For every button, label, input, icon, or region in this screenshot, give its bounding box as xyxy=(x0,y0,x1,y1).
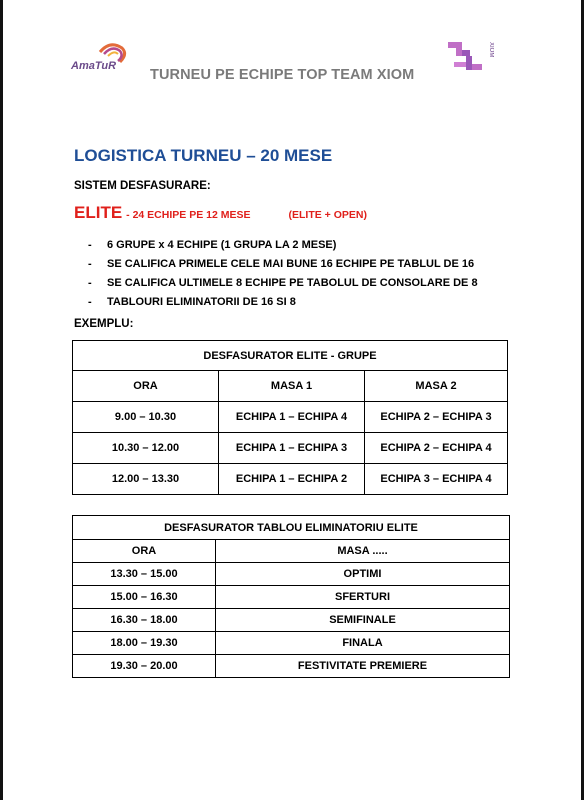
table-cell: 16.30 – 18.00 xyxy=(73,609,216,632)
table-title: DESFASURATOR TABLOU ELIMINATORIU ELITE xyxy=(73,516,510,540)
amatur-logo xyxy=(70,40,140,80)
knockout-schedule-table xyxy=(72,515,510,678)
table-row xyxy=(73,464,508,495)
list-item: - 6 GRUPE x 4 ECHIPE (1 GRUPA LA 2 MESE) xyxy=(88,239,337,251)
column-header: MASA 1 xyxy=(219,371,365,402)
svg-text:XIOM: XIOM xyxy=(488,42,494,58)
section-title: LOGISTICA TURNEU – 20 MESE xyxy=(74,146,333,165)
table-cell: ECHIPA 1 – ECHIPA 2 xyxy=(219,464,365,495)
document-title: TURNEU PE ECHIPE TOP TEAM XIOM xyxy=(150,67,415,83)
table-cell: 15.00 – 16.30 xyxy=(73,586,216,609)
column-header: MASA ..... xyxy=(216,540,510,563)
sistem-label: SISTEM DESFASURARE: xyxy=(74,180,211,192)
example-label: EXEMPLU: xyxy=(74,318,134,330)
column-header: MASA 2 xyxy=(365,371,508,402)
table-row xyxy=(73,632,510,655)
table-cell: 12.00 – 13.30 xyxy=(73,464,219,495)
table-row xyxy=(73,433,508,464)
table-cell: 18.00 – 19.30 xyxy=(73,632,216,655)
column-header: ORA xyxy=(73,540,216,563)
table-cell: 13.30 – 15.00 xyxy=(73,563,216,586)
table-cell: ECHIPA 1 – ECHIPA 3 xyxy=(219,433,365,464)
table-row xyxy=(73,586,510,609)
elite-heading xyxy=(74,203,367,223)
elite-subtitle: - 24 ECHIPE PE 12 MESE xyxy=(126,209,251,221)
table-title: DESFASURATOR ELITE - GRUPE xyxy=(73,341,508,371)
table-cell: SFERTURI xyxy=(216,586,510,609)
groups-schedule-table xyxy=(72,340,508,495)
table-cell: 9.00 – 10.30 xyxy=(73,402,219,433)
elite-word: ELITE xyxy=(74,203,123,222)
rules-list xyxy=(88,236,478,312)
svg-text:AmaTuR: AmaTuR xyxy=(71,60,117,72)
table-cell: 10.30 – 12.00 xyxy=(73,433,219,464)
table-cell: 19.30 – 20.00 xyxy=(73,655,216,678)
table-cell: FINALA xyxy=(216,632,510,655)
column-header: ORA xyxy=(73,371,219,402)
page-edge-left xyxy=(0,0,3,800)
list-item: - SE CALIFICA PRIMELE CELE MAI BUNE 16 ECHIPE PE TABLUL DE 16 xyxy=(88,258,475,270)
table-cell: SEMIFINALE xyxy=(216,609,510,632)
table-row xyxy=(73,609,510,632)
table-row xyxy=(73,402,508,433)
elite-extra: (ELITE + OPEN) xyxy=(288,209,367,221)
table-row xyxy=(73,563,510,586)
table-cell: ECHIPA 2 – ECHIPA 4 xyxy=(365,433,508,464)
top-team-xiom-logo xyxy=(444,38,494,78)
list-item: - TABLOURI ELIMINATORII DE 16 SI 8 xyxy=(88,296,296,308)
table-cell: ECHIPA 2 – ECHIPA 3 xyxy=(365,402,508,433)
table-cell: ECHIPA 1 – ECHIPA 4 xyxy=(219,402,365,433)
table-cell: FESTIVITATE PREMIERE xyxy=(216,655,510,678)
table-row xyxy=(73,655,510,678)
list-item: - SE CALIFICA ULTIMELE 8 ECHIPE PE TABOLUL DE CONSOLARE DE 8 xyxy=(88,277,478,289)
table-cell: ECHIPA 3 – ECHIPA 4 xyxy=(365,464,508,495)
table-cell: OPTIMI xyxy=(216,563,510,586)
